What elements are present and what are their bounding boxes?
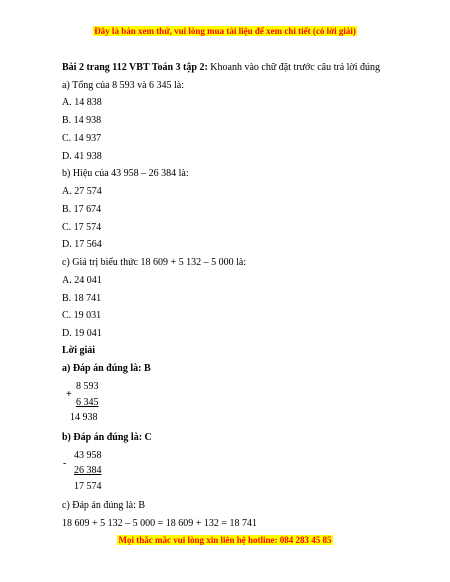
preview-notice-text: Đây là bản xem thử, vui lòng mua tài liệu để xem chi tiết (có lời giải) xyxy=(94,26,356,36)
calc-b-second-number: 26 384 xyxy=(74,465,102,476)
question-a-option: B. 14 938 xyxy=(62,115,102,126)
answer-c-expression: 18 609 + 5 132 – 5 000 = 18 609 + 132 = 18 741 xyxy=(62,518,258,529)
exercise-title-bold: Bài 2 trang 112 VBT Toán 3 tập 2: xyxy=(62,62,208,73)
question-b: b) Hiệu của 43 958 – 26 384 là: xyxy=(62,168,189,179)
hotline-banner xyxy=(0,535,450,545)
preview-notice-banner xyxy=(0,26,450,36)
answer-a: a) Đáp án đúng là: B xyxy=(62,363,151,374)
question-b-option: C. 17 574 xyxy=(62,222,102,233)
solution-heading: Lời giải xyxy=(62,345,96,356)
calc-b-minus-sign: - xyxy=(63,458,67,469)
question-c-option: C. 19 031 xyxy=(62,310,102,321)
question-b-option: A. 27 574 xyxy=(62,186,102,197)
question-a-option: C. 14 937 xyxy=(62,133,102,144)
hotline-text: Mọi thắc mắc vui lòng xin liên hệ hotline: 084 283 45 85 xyxy=(118,535,332,545)
calc-a-result: 14 938 xyxy=(70,412,98,423)
calc-a-plus-sign: + xyxy=(66,389,72,400)
question-c-option: D. 19 041 xyxy=(62,328,102,339)
question-a-option: A. 14 838 xyxy=(62,97,102,108)
calc-b-result: 17 574 xyxy=(74,481,102,492)
question-c-option: A. 24 041 xyxy=(62,275,102,286)
calc-b-first-number: 43 958 xyxy=(74,450,102,461)
answer-c: c) Đáp án đúng là: B xyxy=(62,500,146,511)
question-c-option: B. 18 741 xyxy=(62,293,102,304)
calc-a-first-number: 8 593 xyxy=(76,381,99,392)
exercise-title-instruction: Khoanh vào chữ đặt trước câu trả lời đúng xyxy=(207,62,380,73)
question-c: c) Giá trị biểu thức 18 609 + 5 132 – 5 000 là: xyxy=(62,257,247,268)
question-b-option: B. 17 674 xyxy=(62,204,102,215)
exercise-title xyxy=(62,62,380,74)
question-a-option: D. 41 938 xyxy=(62,151,102,162)
question-b-option: D. 17 564 xyxy=(62,239,102,250)
answer-b: b) Đáp án đúng là: C xyxy=(62,432,152,443)
question-a: a) Tổng của 8 593 và 6 345 là: xyxy=(62,80,185,91)
calc-a-second-number: 6 345 xyxy=(76,397,99,408)
